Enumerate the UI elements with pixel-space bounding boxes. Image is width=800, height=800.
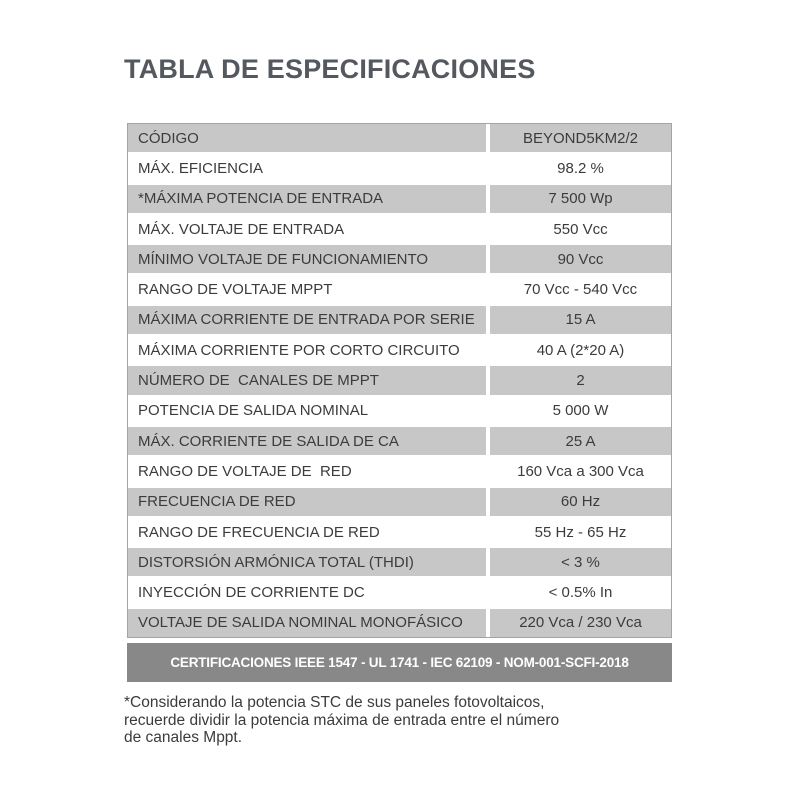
spec-row [128, 548, 671, 576]
spec-row [128, 306, 671, 334]
spec-label-cell: CÓDIGO [128, 124, 486, 152]
spec-label-cell: MÁX. VOLTAJE DE ENTRADA [128, 215, 486, 243]
spec-label-cell: INYECCIÓN DE CORRIENTE DC [128, 578, 486, 606]
spec-value-cell: 15 A [490, 306, 671, 334]
spec-label-cell: VOLTAJE DE SALIDA NOMINAL MONOFÁSICO [128, 609, 486, 637]
spec-label-cell: RANGO DE FRECUENCIA DE RED [128, 518, 486, 546]
spec-value-cell: < 0.5% In [490, 578, 671, 606]
spec-value-cell: 2 [490, 366, 671, 394]
spec-label-cell: MÁX. EFICIENCIA [128, 154, 486, 182]
spec-label-cell: FRECUENCIA DE RED [128, 488, 486, 516]
footnote [124, 694, 559, 747]
spec-row [128, 245, 671, 273]
spec-value-cell: 60 Hz [490, 488, 671, 516]
spec-row [128, 609, 671, 637]
spec-label-cell: MÁX. CORRIENTE DE SALIDA DE CA [128, 427, 486, 455]
spec-row [128, 154, 671, 182]
spec-label-cell: POTENCIA DE SALIDA NOMINAL [128, 397, 486, 425]
spec-label-cell: *MÁXIMA POTENCIA DE ENTRADA [128, 185, 486, 213]
spec-value-cell: 70 Vcc - 540 Vcc [490, 275, 671, 303]
spec-label-cell: DISTORSIÓN ARMÓNICA TOTAL (THDI) [128, 548, 486, 576]
footnote-line-1: *Considerando la potencia STC de sus paneles fotovoltaicos, [124, 694, 545, 711]
spec-row [128, 366, 671, 394]
spec-row [128, 488, 671, 516]
spec-row [128, 457, 671, 485]
spec-label-cell: MÁXIMA CORRIENTE DE ENTRADA POR SERIE [128, 306, 486, 334]
footnote-line-2: recuerde dividir la potencia máxima de entrada entre el número [124, 711, 560, 729]
spec-table-body [127, 123, 672, 638]
spec-value-cell: 550 Vcc [490, 215, 671, 243]
spec-value-cell: 40 A (2*20 A) [490, 336, 671, 364]
spec-label-cell: MÍNIMO VOLTAJE DE FUNCIONAMIENTO [128, 245, 486, 273]
spec-row [128, 578, 671, 606]
spec-label-cell: MÁXIMA CORRIENTE POR CORTO CIRCUITO [128, 336, 486, 364]
spec-value-cell: 7 500 Wp [490, 185, 671, 213]
spec-label-cell: RANGO DE VOLTAJE DE RED [128, 457, 486, 485]
spec-value-cell: 25 A [490, 427, 671, 455]
spec-table [127, 123, 672, 682]
spec-row [128, 215, 671, 243]
certifications-bar [127, 643, 672, 682]
spec-value-cell: 5 000 W [490, 397, 671, 425]
footnote-line-3: de canales Mppt. [124, 729, 243, 747]
spec-value-cell: 55 Hz - 65 Hz [490, 518, 671, 546]
spec-value-cell: 98.2 % [490, 154, 671, 182]
spec-value-cell: 160 Vca a 300 Vca [490, 457, 671, 485]
spec-value-cell: 90 Vcc [490, 245, 671, 273]
spec-row [128, 124, 671, 152]
spec-row [128, 275, 671, 303]
spec-label-cell: NÚMERO DE CANALES DE MPPT [128, 366, 486, 394]
spec-value-cell: BEYOND5KM2/2 [490, 124, 671, 152]
spec-row [128, 427, 671, 455]
spec-row [128, 397, 671, 425]
page-title: TABLA DE ESPECIFICACIONES [124, 54, 536, 84]
certifications-text: CERTIFICACIONES IEEE 1547 - UL 1741 - IEC 62109 - NOM-001-SCFI-2018 [170, 655, 629, 671]
spec-value-cell: < 3 % [490, 548, 671, 576]
spec-row [128, 336, 671, 364]
spec-row [128, 185, 671, 213]
spec-value-cell: 220 Vca / 230 Vca [490, 609, 671, 637]
spec-row [128, 518, 671, 546]
spec-label-cell: RANGO DE VOLTAJE MPPT [128, 275, 486, 303]
